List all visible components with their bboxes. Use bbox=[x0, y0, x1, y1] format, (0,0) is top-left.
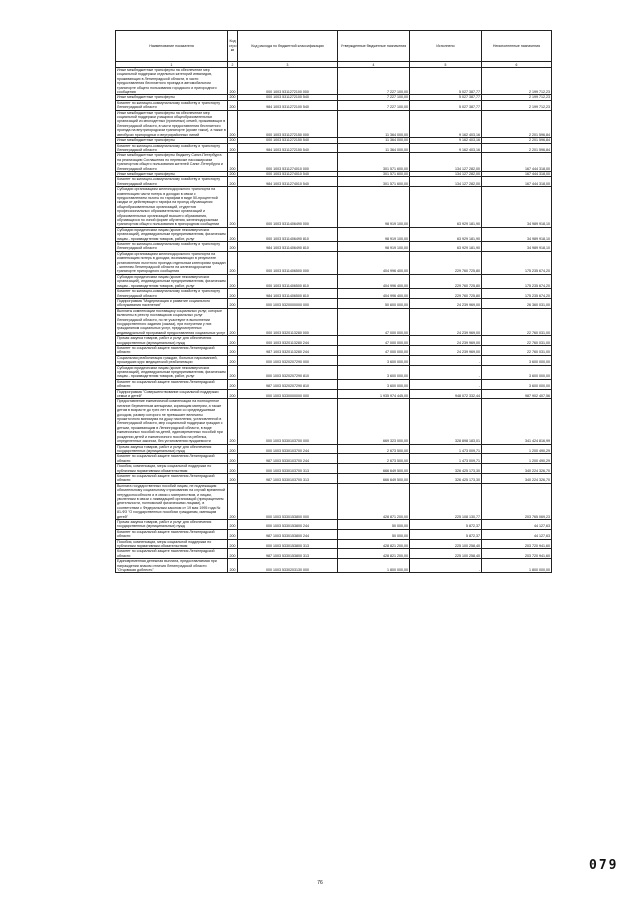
row-line-code-cell: 200 bbox=[228, 345, 238, 355]
row-line-code-cell: 200 bbox=[228, 336, 238, 346]
row-approved-cell: 666 649 500,00 bbox=[338, 464, 410, 474]
row-approved-cell: 47 000 000,00 bbox=[338, 308, 410, 335]
table-row bbox=[116, 177, 552, 187]
row-executed-cell: 225 100 258,40 bbox=[410, 539, 482, 549]
row-unexecuted-cell: 34 989 918,10 bbox=[482, 187, 552, 228]
table-body bbox=[116, 68, 552, 573]
row-kbk-cell: 000 1003 5330103700 313 bbox=[238, 464, 338, 474]
row-name-cell: Комитет по жилищно-коммунальному хозяйству и транспорту Ленинградской области bbox=[116, 289, 228, 299]
row-unexecuted-cell: 34 989 918,10 bbox=[482, 227, 552, 241]
row-executed-cell: 326 425 173,30 bbox=[410, 473, 482, 483]
row-executed-cell: - bbox=[410, 379, 482, 389]
row-kbk-cell: 984 1003 5311406490 810 bbox=[238, 242, 338, 252]
row-kbk-cell: 000 1003 5320207290 000 bbox=[238, 355, 338, 365]
header-approved: Утвержденные бюджетные назначения bbox=[338, 31, 410, 62]
row-kbk-cell: 000 1003 5311272150 000 bbox=[238, 110, 338, 137]
row-name-cell: Комитет по жилищно-коммунальному хозяйству и транспорту Ленинградской области bbox=[116, 143, 228, 153]
row-line-code-cell: 200 bbox=[228, 473, 238, 483]
row-name-cell: Прочая закупка товаров, работ и услуг для обеспечения государственных (муниципальных) нужд bbox=[116, 444, 228, 454]
row-name-cell: Иные межбюджетные трансферты бюджету Санкт-Петербурга на реализацию Соглашения по перевозке пассажирским транспортом общего пользования жителей Санкт-Петербурга и Ленинградской области bbox=[116, 153, 228, 172]
row-line-code-cell: 200 bbox=[228, 454, 238, 464]
row-executed-cell: 9 162 403,16 bbox=[410, 143, 482, 153]
table-row bbox=[116, 110, 552, 137]
row-line-code-cell: 200 bbox=[228, 444, 238, 454]
row-unexecuted-cell: 22 760 031,00 bbox=[482, 345, 552, 355]
row-approved-cell: 7 227 100,00 bbox=[338, 68, 410, 95]
row-line-code-cell: 200 bbox=[228, 559, 238, 573]
row-name-cell: Комитет по жилищно-коммунальному хозяйству и транспорту Ленинградской области bbox=[116, 100, 228, 110]
row-executed-cell: 63 929 181,90 bbox=[410, 227, 482, 241]
row-kbk-cell: 987 1003 5330103700 244 bbox=[238, 454, 338, 464]
row-unexecuted-cell: 34 989 918,10 bbox=[482, 242, 552, 252]
row-kbk-cell: 984 1003 5311406500 810 bbox=[238, 289, 338, 299]
row-unexecuted-cell: 340 224 326,70 bbox=[482, 473, 552, 483]
row-name-cell: Пособия, компенсации, меры социальной поддержки по публичным нормативным обязательствам bbox=[116, 539, 228, 549]
row-approved-cell: 3 600 000,00 bbox=[338, 365, 410, 379]
row-kbk-cell: 000 1003 5311272100 540 bbox=[238, 95, 338, 100]
row-approved-cell: 301 571 600,00 bbox=[338, 153, 410, 172]
row-line-code-cell: 200 bbox=[228, 483, 238, 519]
row-approved-cell: 1 800 000,00 bbox=[338, 559, 410, 573]
table-row bbox=[116, 274, 552, 288]
row-unexecuted-cell: 1 800 000,00 bbox=[482, 559, 552, 573]
table-row bbox=[116, 464, 552, 474]
row-unexecuted-cell: 3 600 000,00 bbox=[482, 365, 552, 379]
table-row bbox=[116, 454, 552, 464]
row-executed-cell: 5 027 387,77 bbox=[410, 100, 482, 110]
row-line-code-cell: 200 bbox=[228, 100, 238, 110]
row-name-cell: Иные межбюджетные трансферты bbox=[116, 95, 228, 100]
row-unexecuted-cell: 341 424 816,99 bbox=[482, 399, 552, 444]
row-line-code-cell: 200 bbox=[228, 227, 238, 241]
row-kbk-cell: 000 1003 5311406500 000 bbox=[238, 251, 338, 274]
row-executed-cell: - bbox=[410, 559, 482, 573]
row-approved-cell: 428 821 200,00 bbox=[338, 549, 410, 559]
row-approved-cell: 669 323 000,00 bbox=[338, 399, 410, 444]
row-name-cell: Комитет по жилищно-коммунальному хозяйству и транспорту Ленинградской области bbox=[116, 177, 228, 187]
row-unexecuted-cell: 2 201 596,84 bbox=[482, 138, 552, 143]
row-kbk-cell: 987 1003 5320113280 244 bbox=[238, 345, 338, 355]
row-kbk-cell: 000 1003 5320000000 000 bbox=[238, 298, 338, 308]
row-line-code-cell: 200 bbox=[228, 298, 238, 308]
row-approved-cell: 301 571 600,00 bbox=[338, 171, 410, 176]
row-name-cell: Единовременная денежная выплата, предоставляемая при награждении знаком отличия Ленинградской области "Отцовская доблесть" bbox=[116, 559, 228, 573]
row-name-cell: Иные межбюджетные трансферты bbox=[116, 138, 228, 143]
row-name-cell: Пособия, компенсации, меры социальной поддержки по публичным нормативным обязательствам bbox=[116, 464, 228, 474]
table-row bbox=[116, 529, 552, 539]
row-line-code-cell: 200 bbox=[228, 389, 238, 399]
row-line-code-cell: 200 bbox=[228, 308, 238, 335]
row-name-cell: Прочая закупка товаров, работ и услуг для обеспечения государственных (муниципальных) нужд bbox=[116, 336, 228, 346]
row-approved-cell: 666 649 500,00 bbox=[338, 473, 410, 483]
row-line-code-cell: 200 bbox=[228, 177, 238, 187]
row-line-code-cell: 200 bbox=[228, 529, 238, 539]
row-line-code-cell: 200 bbox=[228, 110, 238, 137]
row-executed-cell: 328 898 183,01 bbox=[410, 399, 482, 444]
row-name-cell: Комитет по жилищно-коммунальному хозяйству и транспорту Ленинградской области bbox=[116, 242, 228, 252]
row-kbk-cell: 000 1003 5311406490 810 bbox=[238, 227, 338, 241]
row-approved-cell: 98 919 100,00 bbox=[338, 187, 410, 228]
row-kbk-cell: 000 1003 5330000000 000 bbox=[238, 389, 338, 399]
row-line-code-cell: 200 bbox=[229, 138, 236, 143]
row-approved-cell: 404 996 400,00 bbox=[338, 274, 410, 288]
table-row bbox=[116, 100, 552, 110]
row-name-cell: Иные межбюджетные трансферты на обеспечение мер социальной поддержки отдельных категорий инвалидов, проживающих в Ленинградской области, в части предоставления бесплатного проезда в автомобильном транспорте общего пользования городского и пригородного сообщения bbox=[116, 68, 228, 95]
row-name-cell: Комитет по социальной защите населения Ленинградской области bbox=[116, 473, 228, 483]
row-executed-cell: 326 425 173,30 bbox=[410, 464, 482, 474]
row-approved-cell: 428 821 200,00 bbox=[338, 539, 410, 549]
row-executed-cell: 24 239 969,00 bbox=[410, 308, 482, 335]
table-row bbox=[116, 444, 552, 454]
row-executed-cell: 63 929 181,90 bbox=[410, 187, 482, 228]
row-executed-cell: 134 127 282,00 bbox=[410, 171, 482, 176]
table-row bbox=[116, 227, 552, 241]
row-unexecuted-cell: 2 199 712,23 bbox=[482, 68, 552, 95]
row-name-cell: Комитет по социальной защите населения Ленинградской области bbox=[116, 454, 228, 464]
row-unexecuted-cell: 175 235 674,20 bbox=[482, 274, 552, 288]
row-executed-cell: 229 760 725,80 bbox=[410, 274, 482, 288]
row-unexecuted-cell: 167 444 318,00 bbox=[482, 177, 552, 187]
budget-execution-table bbox=[115, 30, 552, 573]
row-name-cell: Субсидии организациям железнодорожного транспорта на компенсацию части потерь в доходах в связи с предоставлением льготы по тарифам в виде 50-процентной скидки от действующего тарифа на проезд обучающихся общеобразовательных организаций, студентов профессиональных образовательных организаций и образовательных организаций высшего образования, обучающихся по очной форме обучения, железнодорожным транспортом общего пользования в пригородном сообщении bbox=[116, 187, 228, 228]
row-executed-cell: 229 760 725,80 bbox=[410, 289, 482, 299]
row-kbk-cell: 000 1003 5330203130 000 bbox=[238, 559, 338, 573]
row-unexecuted-cell: 167 444 318,00 bbox=[482, 171, 552, 176]
row-name-cell: Субсидии юридическим лицам (кроме некоммерческих организаций), индивидуальным предпринимателям, физическим лицам - производителям товаров, работ, услуг bbox=[117, 365, 226, 379]
header-line-code: Код стро ки bbox=[228, 31, 238, 62]
row-kbk-cell: 000 1003 5330153800 000 bbox=[238, 483, 338, 519]
table-row bbox=[116, 336, 552, 346]
row-line-code-cell: 200 bbox=[228, 143, 238, 153]
row-executed-cell: 63 929 181,90 bbox=[410, 242, 482, 252]
table-row bbox=[116, 289, 552, 299]
table-row bbox=[116, 251, 552, 274]
row-executed-cell: 24 239 969,00 bbox=[410, 298, 482, 308]
row-executed-cell: 134 127 282,00 bbox=[410, 177, 482, 187]
row-executed-cell: - bbox=[410, 365, 482, 379]
row-unexecuted-cell: 22 760 031,00 bbox=[482, 308, 552, 335]
column-number: 4 bbox=[338, 62, 410, 68]
row-line-code-cell: 200 bbox=[228, 399, 238, 444]
row-kbk-cell: 000 1003 5330103700 000 bbox=[238, 399, 338, 444]
row-name-cell: Субсидии юридическим лицам (кроме некоммерческих организаций), индивидуальным предпринимателям, физическим лицам - производителям товаров, работ, услуг bbox=[117, 274, 226, 288]
table-header-row bbox=[116, 31, 552, 62]
row-approved-cell: 3 600 000,00 bbox=[338, 355, 410, 365]
row-kbk-cell: 984 1003 5311274010 540 bbox=[238, 177, 338, 187]
column-number: 2 bbox=[228, 62, 238, 68]
row-approved-cell: 2 673 500,00 bbox=[338, 454, 410, 464]
row-kbk-cell: 000 1003 5311272150 540 bbox=[238, 138, 338, 143]
table-row bbox=[116, 399, 552, 444]
row-approved-cell: 11 364 000,00 bbox=[338, 110, 410, 137]
row-line-code-cell: 200 bbox=[228, 242, 238, 252]
table-row bbox=[116, 559, 552, 573]
row-executed-cell: 5 027 387,77 bbox=[410, 95, 482, 100]
row-approved-cell: 404 996 400,00 bbox=[338, 289, 410, 299]
row-approved-cell: 50 600 000,00 bbox=[338, 298, 410, 308]
row-kbk-cell: 984 1003 5311272150 540 bbox=[238, 143, 338, 153]
row-unexecuted-cell: 3 600 000,00 bbox=[482, 379, 552, 389]
row-executed-cell: 24 239 969,00 bbox=[410, 345, 482, 355]
row-line-code-cell: 200 bbox=[228, 539, 238, 549]
table-row bbox=[116, 68, 552, 95]
column-number: 6 bbox=[482, 62, 552, 68]
column-number: 3 bbox=[238, 62, 338, 68]
table-row bbox=[116, 549, 552, 559]
row-unexecuted-cell: 2 199 712,23 bbox=[482, 95, 552, 100]
row-line-code-cell: 200 bbox=[229, 95, 236, 100]
row-name-cell: Комитет по социальной защите населения Ленинградской области bbox=[116, 379, 228, 389]
row-unexecuted-cell: 340 224 326,70 bbox=[482, 464, 552, 474]
row-name-cell: Субсидии организациям железнодорожного транспорта на компенсацию потерь в доходах, возникающих в результате установления льготного проезда отдельным категориям граждан - жителям Ленинградской области на железнодорожном транспорте пригородного сообщения bbox=[117, 251, 226, 274]
table-row bbox=[116, 242, 552, 252]
table-row bbox=[116, 379, 552, 389]
row-executed-cell: 24 239 969,00 bbox=[410, 336, 482, 346]
row-executed-cell: - bbox=[410, 355, 482, 365]
row-name-cell: Комитет по социальной защите населения Ленинградской области bbox=[116, 529, 228, 539]
row-line-code-cell: 200 bbox=[228, 153, 238, 172]
row-kbk-cell: 000 1003 5330153800 313 bbox=[238, 539, 338, 549]
row-executed-cell: 225 108 130,77 bbox=[410, 483, 482, 519]
row-executed-cell: 134 127 282,00 bbox=[410, 153, 482, 172]
table-row bbox=[116, 473, 552, 483]
row-kbk-cell: 987 1003 5330103700 313 bbox=[238, 473, 338, 483]
table-row bbox=[116, 308, 552, 335]
row-kbk-cell: 984 1003 5311272100 540 bbox=[238, 100, 338, 110]
row-approved-cell: 7 227 100,00 bbox=[338, 95, 410, 100]
row-approved-cell: 98 919 100,00 bbox=[338, 242, 410, 252]
header-kbk: Код расхода по бюджетной классификации bbox=[238, 31, 338, 62]
row-name-cell: Выплата государственных пособий лицам, не подлежащим обязательному социальному страхованию на случай временной нетрудоспособности и в связи с материнством, и лицам, уволенным в связи с ликвидацией организаций (прекращением деятельности, полномочий физическими лицами), в соответствии с Федеральным законом от 19 мая 1995 года № 81-ФЗ "О государственных пособиях гражданам, имеющим детей" bbox=[116, 483, 228, 519]
row-line-code-cell: 200 bbox=[228, 289, 238, 299]
row-line-code-cell: 200 bbox=[228, 187, 238, 228]
page-number: 76 bbox=[317, 880, 323, 886]
header-executed: Исполнено bbox=[410, 31, 482, 62]
row-kbk-cell: 987 1003 5320207290 810 bbox=[238, 379, 338, 389]
table-row bbox=[116, 355, 552, 365]
row-unexecuted-cell: 1 200 490,29 bbox=[482, 454, 552, 464]
row-name-cell: Выплаты компенсации поставщику социальных услуг, которые включены в реестр поставщиков социальных услуг Ленинградской области, но не участвуют в выполнении государственного задания (заказа), при получении у них гражданином социальных услуг, предусмотренных индивидуальной программой предоставления социальных услуг bbox=[116, 308, 228, 335]
table-row bbox=[116, 520, 552, 530]
row-unexecuted-cell: 203 765 069,23 bbox=[482, 483, 552, 519]
row-kbk-cell: 000 1003 5311274010 000 bbox=[238, 153, 338, 172]
row-approved-cell: 404 996 400,00 bbox=[338, 251, 410, 274]
row-unexecuted-cell: 2 199 712,23 bbox=[482, 100, 552, 110]
column-number: 1 bbox=[116, 62, 228, 68]
column-number: 5 bbox=[410, 62, 482, 68]
row-line-code-cell: 200 bbox=[228, 464, 238, 474]
row-name-cell: Иные межбюджетные трансферты bbox=[116, 171, 228, 176]
row-executed-cell: 9 162 403,16 bbox=[410, 110, 482, 137]
table-row bbox=[116, 143, 552, 153]
header-name: Наименование показателя bbox=[116, 31, 228, 62]
row-kbk-cell: 000 1003 5320207290 810 bbox=[238, 365, 338, 379]
row-approved-cell: 11 364 000,00 bbox=[338, 138, 410, 143]
row-line-code-cell: 200 bbox=[228, 68, 238, 95]
row-executed-cell: 1 473 009,71 bbox=[410, 444, 482, 454]
row-executed-cell: 9 162 403,16 bbox=[410, 138, 482, 143]
row-approved-cell: 2 673 500,00 bbox=[338, 444, 410, 454]
row-kbk-cell: 000 1003 5320113280 244 bbox=[238, 336, 338, 346]
row-kbk-cell: 000 1003 5311406490 000 bbox=[238, 187, 338, 228]
row-executed-cell: 5 872,37 bbox=[410, 520, 482, 530]
row-name-cell: Подпрограмма "Совершенствование социальной поддержки семьи и детей" bbox=[116, 389, 228, 399]
row-approved-cell: 50 000,00 bbox=[338, 529, 410, 539]
row-approved-cell: 98 919 100,00 bbox=[338, 227, 410, 241]
row-unexecuted-cell: 26 360 031,00 bbox=[482, 298, 552, 308]
row-kbk-cell: 987 1003 5330153800 313 bbox=[238, 549, 338, 559]
row-unexecuted-cell: 203 720 941,60 bbox=[482, 539, 552, 549]
row-approved-cell: 47 000 000,00 bbox=[338, 345, 410, 355]
row-line-code-cell: 200 bbox=[228, 365, 238, 379]
row-line-code-cell: 200 bbox=[228, 379, 238, 389]
row-name-cell: Социальная реабилитация граждан, больных наркоманией, прошедших курс медицинской реабилитации bbox=[116, 355, 228, 365]
row-approved-cell: 3 600 000,00 bbox=[338, 379, 410, 389]
row-executed-cell: 1 473 009,71 bbox=[410, 454, 482, 464]
row-approved-cell: 47 000 000,00 bbox=[338, 336, 410, 346]
row-unexecuted-cell: 22 760 031,00 bbox=[482, 336, 552, 346]
row-kbk-cell: 000 1003 5320113280 000 bbox=[238, 308, 338, 335]
row-unexecuted-cell: 175 235 674,20 bbox=[482, 251, 552, 274]
row-executed-cell: 225 100 258,40 bbox=[410, 549, 482, 559]
row-kbk-cell: 000 1003 5311406500 810 bbox=[238, 274, 338, 288]
row-name-cell: Прочая закупка товаров, работ и услуг для обеспечения государственных (муниципальных) нужд bbox=[116, 520, 228, 530]
row-line-code-cell: 200 bbox=[228, 251, 238, 274]
row-name-cell: Подпрограмма "Модернизация и развитие социального обслуживания населения" bbox=[116, 298, 228, 308]
row-unexecuted-cell: 2 201 596,84 bbox=[482, 110, 552, 137]
row-kbk-cell: 000 1003 5311272100 000 bbox=[238, 68, 338, 95]
row-line-code-cell: 200 bbox=[229, 171, 236, 176]
row-name-cell: Субсидии юридическим лицам (кроме некоммерческих организаций), индивидуальным предпринимателям, физическим лицам - производителям товаров, работ, услуг bbox=[117, 227, 226, 241]
row-unexecuted-cell: 2 201 596,84 bbox=[482, 143, 552, 153]
sheet-stamp-number: 079 bbox=[589, 858, 619, 873]
row-approved-cell: 50 000,00 bbox=[338, 520, 410, 530]
row-name-cell: Комитет по социальной защите населения Ленинградской области bbox=[116, 549, 228, 559]
row-unexecuted-cell: 44 127,63 bbox=[482, 520, 552, 530]
row-approved-cell: 11 364 000,00 bbox=[338, 143, 410, 153]
row-unexecuted-cell: 203 720 941,60 bbox=[482, 549, 552, 559]
table-row bbox=[116, 539, 552, 549]
row-approved-cell: 428 871 200,00 bbox=[338, 483, 410, 519]
row-kbk-cell: 987 1003 5330153800 244 bbox=[238, 529, 338, 539]
row-executed-cell: 948 072 332,44 bbox=[410, 389, 482, 399]
row-unexecuted-cell: 167 444 318,00 bbox=[482, 153, 552, 172]
row-unexecuted-cell: 175 235 674,20 bbox=[482, 289, 552, 299]
table-row bbox=[116, 187, 552, 228]
row-executed-cell: 229 760 725,80 bbox=[410, 251, 482, 274]
row-executed-cell: 5 872,37 bbox=[410, 529, 482, 539]
row-line-code-cell: 200 bbox=[228, 549, 238, 559]
row-approved-cell: 1 935 974 445,00 bbox=[338, 389, 410, 399]
row-executed-cell: 5 027 387,77 bbox=[410, 68, 482, 95]
row-kbk-cell: 000 1003 5330103700 244 bbox=[238, 444, 338, 454]
row-name-cell: Иные межбюджетные трансферты на обеспечение мер социальной поддержки учащихся общеобразовательных организаций из многодетных (приемных) семей, проживающих в Ленинградской области, в части предоставления бесплатного проезда на внутригородском транспорте (кроме такси), а также в автобусах пригородных и внутрирайонных линий bbox=[117, 110, 226, 137]
table-row bbox=[116, 298, 552, 308]
row-unexecuted-cell: 987 902 407,56 bbox=[482, 389, 552, 399]
table-row bbox=[116, 365, 552, 379]
row-unexecuted-cell: 3 600 000,00 bbox=[482, 355, 552, 365]
table-row bbox=[116, 389, 552, 399]
row-name-cell: Комитет по социальной защите населения Ленинградской области bbox=[116, 345, 228, 355]
table-row bbox=[116, 483, 552, 519]
row-line-code-cell: 200 bbox=[228, 520, 238, 530]
row-kbk-cell: 000 1003 5330153800 244 bbox=[238, 520, 338, 530]
row-approved-cell: 7 227 100,00 bbox=[338, 100, 410, 110]
row-unexecuted-cell: 44 127,63 bbox=[482, 529, 552, 539]
row-unexecuted-cell: 1 200 490,29 bbox=[482, 444, 552, 454]
row-line-code-cell: 200 bbox=[228, 274, 238, 288]
row-kbk-cell: 000 1003 5311274010 540 bbox=[238, 171, 338, 176]
table-row bbox=[116, 153, 552, 172]
header-unexecuted: Неисполненные назначения bbox=[482, 31, 552, 62]
row-approved-cell: 301 571 600,00 bbox=[338, 177, 410, 187]
table-row bbox=[116, 345, 552, 355]
row-name-cell: Предоставление ежемесячной компенсации на полноценное питание беременным женщинам, кормящим матерям, а также детям в возрасте до трех лет в семьях со среднедушевым доходом, размер которого не превышает величины прожиточного минимума на душу населения, установленной в Ленинградской области, мер социальной поддержки граждан с детьми, проживающим в Ленинградской области, в виде ежемесячных пособий на детей, единовременных пособий при рождении детей и ежемесячного пособия на ребенка, определенных законом, без установления нуждаемости bbox=[116, 399, 228, 444]
row-line-code-cell: 200 bbox=[228, 355, 238, 365]
